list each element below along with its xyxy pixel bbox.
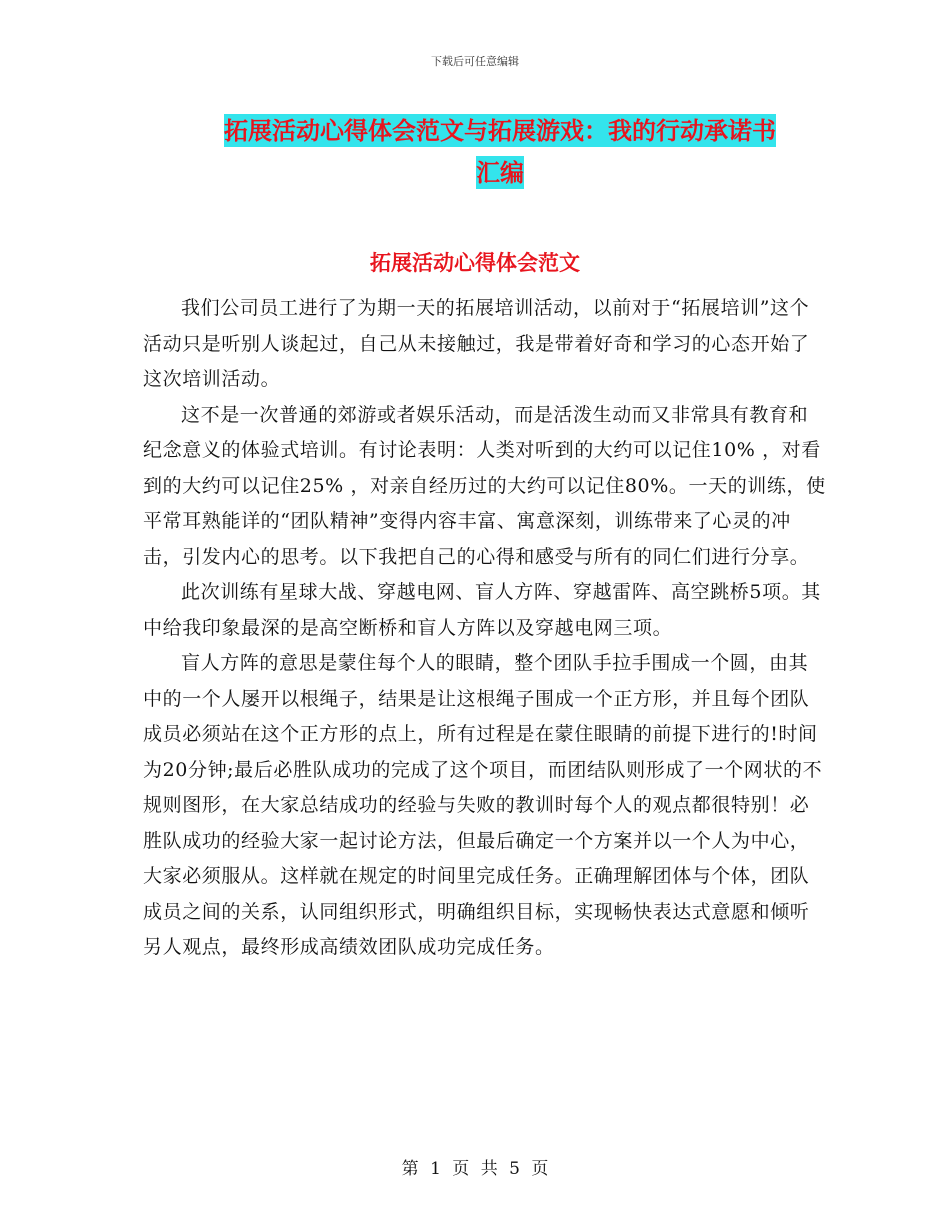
- title-line-2: 汇编: [476, 158, 524, 187]
- paragraph-2: 这不是一次普通的郊游或者娱乐活动，而是活泼生动而又非常具有教育和纪念意义的体验式培训。有讨论表明：人类对听到的大约可以记住10% ，对看到的大约可以记住25% ，对亲自经历过的大约可以记住80%。一天的训练，使平常耳熟能详的“团队精神”变得内容丰富、寓意深刻，训练带来了心灵的冲击，引发内心的思考。以下我把自己的心得和感受与所有的同仁们进行分享。: [143, 403, 826, 568]
- page-footer: 第 1 页 共 5 页: [401, 1159, 549, 1179]
- title-line-1: 拓展活动心得体会范文与拓展游戏：我的行动承诺书: [224, 116, 776, 145]
- paragraph-1: 我们公司员工进行了为期一天的拓展培训活动，以前对于“拓展培训”这个活动只是听别人谈起过，自己从未接触过，我是带着好奇和学习的心态开始了这次培训活动。: [143, 297, 810, 390]
- section-title: 拓展活动心得体会范文: [370, 250, 580, 275]
- document-title: [190, 110, 810, 194]
- paragraph-4: 盲人方阵的意思是蒙住每个人的眼睛，整个团队手拉手围成一个圆，由其中的一个人屡开以根绳子，结果是让这根绳子围成一个正方形，并且每个团队成员必须站在这个正方形的点上，所有过程是在蒙住眼睛的前提下进行的!时间为20分钟;最后必胜队成功的完成了这个项目，而团结队则形成了一个网状的不规则图形，在大家总结成功的经验与失败的教训时每个人的观点都很特别！必胜队成功的经验大家一起讨论方法，但最后确定一个方案并以一个人为中心，大家必须服从。这样就在规定的时间里完成任务。正确理解团体与个体，团队成员之间的关系，认同组织形式，明确组织目标，实现畅快表达式意愿和倾听另人观点，最终形成高绩效团队成功完成任务。: [143, 652, 823, 958]
- paragraph-3: 此次训练有星球大战、穿越电网、盲人方阵、穿越雷阵、高空跳桥5项。其中给我印象最深的是高空断桥和盲人方阵以及穿越电网三项。: [143, 581, 821, 639]
- header-note: 下载后可任意编辑: [431, 55, 519, 68]
- body-text: [143, 291, 826, 966]
